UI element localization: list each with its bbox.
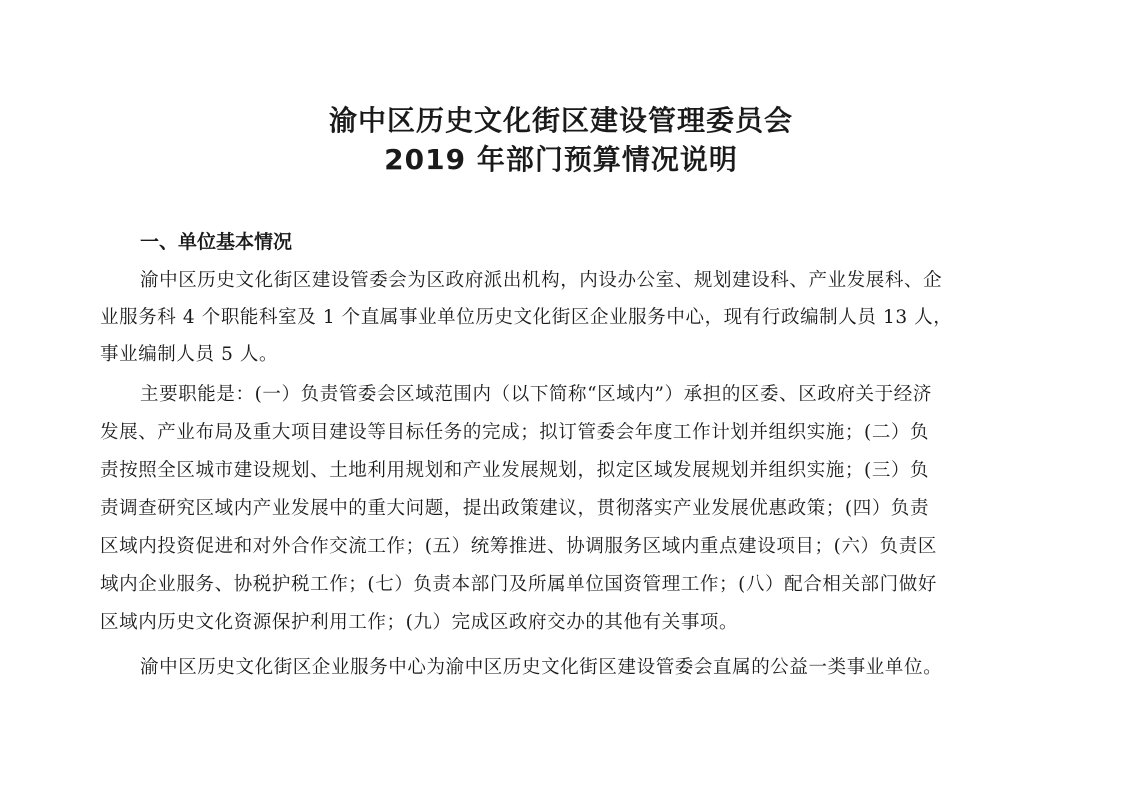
paragraph-line: 区域内投资促进和对外合作交流工作；(五）统筹推进、协调服务区域内重点建设项目；(六）负责区 bbox=[100, 536, 937, 557]
paragraph-line: 主要职能是：(一）负责管委会区域范围内（以下简称“区域内”）承担的区委、区政府关于经济 bbox=[140, 384, 932, 405]
paragraph-line: 域内企业服务、协税护税工作；(七）负责本部门及所属单位国资管理工作；(八）配合相关部门做好 bbox=[100, 574, 937, 595]
paragraph-line: 发展、产业布局及重大项目建设等目标任务的完成；拟订管委会年度工作计划并组织实施；(二）负 bbox=[100, 422, 930, 443]
paragraph-line: 责按照全区城市建设规划、土地利用规划和产业发展规划，拟定区域发展规划并组织实施；(三）负 bbox=[100, 460, 930, 481]
paragraph-line: 业服务科 4 个职能科室及 1 个直属事业单位历史文化街区企业服务中心，现有行政编制人员 13 人， bbox=[100, 307, 953, 328]
paragraph-line: 事业编制人员 5 人。 bbox=[100, 344, 279, 365]
title-line-1: 渝中区历史文化街区建设管理委员会 bbox=[328, 104, 793, 137]
paragraph-line: 渝中区历史文化街区建设管委会为区政府派出机构，内设办公室、规划建设科、产业发展科、企 bbox=[140, 270, 943, 291]
paragraph-line: 渝中区历史文化街区企业服务中心为渝中区历史文化街区建设管委会直属的公益一类事业单位。 bbox=[140, 657, 943, 678]
section-heading-basic-info: 一、单位基本情况 bbox=[140, 231, 293, 253]
title-line-2: 2019 年部门预算情况说明 bbox=[384, 143, 738, 176]
paragraph-line: 区域内历史文化资源保护利用工作；(九）完成区政府交办的其他有关事项。 bbox=[100, 612, 739, 633]
paragraph-line: 责调查研究区域内产业发展中的重大问题，提出政策建议，贯彻落实产业发展优惠政策；(四）负责 bbox=[100, 498, 930, 519]
